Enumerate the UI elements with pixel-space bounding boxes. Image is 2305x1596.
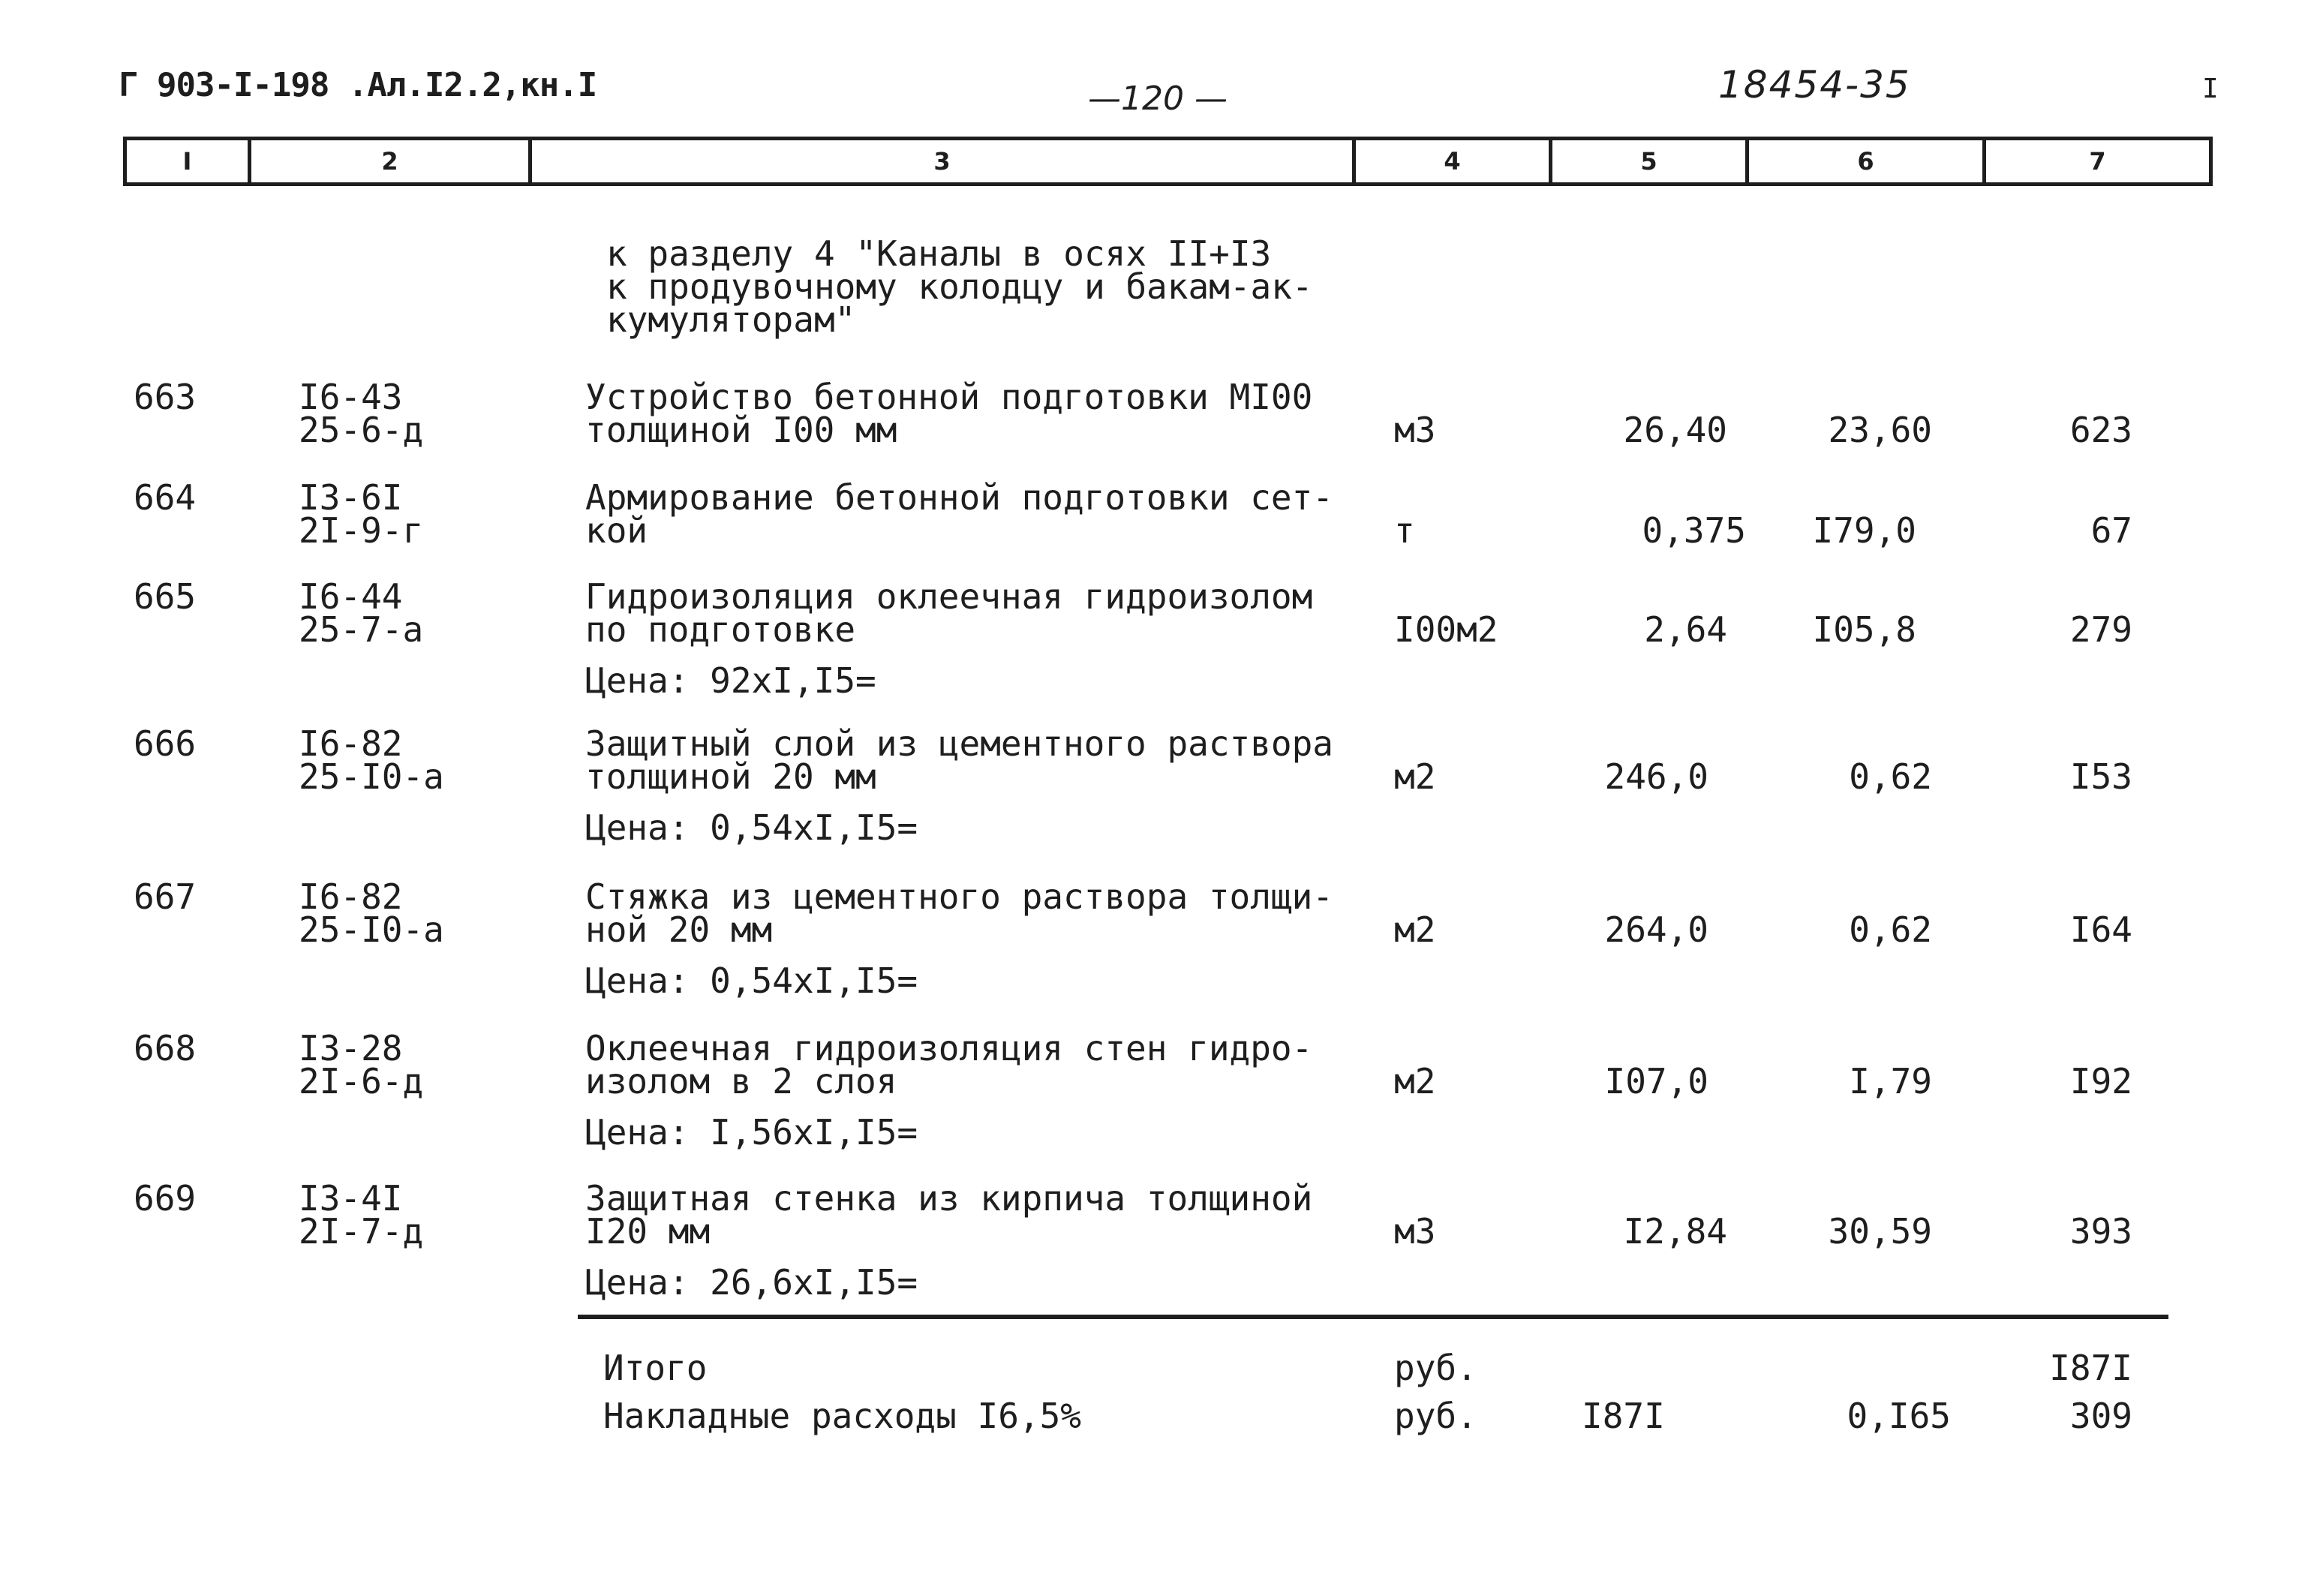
work-description: I20 мм — [585, 1211, 711, 1252]
row-number: 663 — [134, 377, 197, 417]
price-note: Цена: I,56хI,I5= — [585, 1112, 918, 1153]
unit: м2 — [1394, 756, 1436, 797]
rate-code: 25-I0-а — [299, 909, 444, 950]
unit-price: 23,60 — [1828, 410, 1932, 450]
total-cost: 279 — [2069, 609, 2132, 650]
unit-price: I05,8 — [1812, 609, 1916, 650]
column-number-6: 6 — [1748, 139, 1985, 185]
column-number-3: 3 — [530, 139, 1354, 185]
work-description: Оклеечная гидроизоляция стен гидро- — [585, 1028, 1313, 1069]
quantity: 2,64 — [1644, 609, 1727, 650]
quantity: 0,375 — [1642, 510, 1746, 551]
rate-code: I6-82 — [299, 723, 403, 764]
total-cost: 393 — [2069, 1211, 2132, 1252]
rate-code: 2I-7-д — [299, 1211, 424, 1252]
edge-mark: I — [2202, 74, 2219, 104]
totals-total: I87I — [2049, 1348, 2132, 1388]
price-note: Цена: 0,54хI,I5= — [585, 807, 918, 848]
rate-code: I6-82 — [299, 876, 403, 917]
unit: м2 — [1394, 909, 1436, 950]
work-description: толщиной I00 мм — [585, 410, 897, 450]
total-cost: I64 — [2069, 909, 2132, 950]
work-description: Защитный слой из цементного раствора — [585, 723, 1333, 764]
quantity: 26,40 — [1623, 410, 1727, 450]
price-note: Цена: 0,54хI,I5= — [585, 960, 918, 1001]
overhead-label: Накладные расходы I6,5% — [603, 1396, 1081, 1436]
column-number-1: I — [125, 139, 250, 185]
page-number: —120 — — [1088, 80, 1228, 118]
work-description: изолом в 2 слоя — [585, 1061, 897, 1102]
quantity: I2,84 — [1623, 1211, 1727, 1252]
total-cost: 67 — [2090, 510, 2132, 551]
rate-code: 25-6-д — [299, 410, 424, 450]
column-number-7: 7 — [1985, 139, 2211, 185]
work-description: Армирование бетонной подготовки сет- — [585, 477, 1333, 518]
section-title-line-3: кумуляторам" — [606, 299, 856, 340]
document-code: Г 903-I-198 .Ал.I2.2,кн.I — [119, 66, 597, 104]
unit-price: 30,59 — [1828, 1211, 1932, 1252]
totals-divider — [578, 1315, 2168, 1319]
unit: I00м2 — [1394, 609, 1498, 650]
overhead-rate: 0,I65 — [1847, 1396, 1951, 1436]
overhead-total: 309 — [2069, 1396, 2132, 1436]
row-number: 666 — [134, 723, 197, 764]
price-note: Цена: 92хI,I5= — [585, 660, 876, 701]
total-cost: I92 — [2069, 1061, 2132, 1102]
rate-code: 2I-9-г — [299, 510, 424, 551]
total-cost: I53 — [2069, 756, 2132, 797]
work-description: ной 20 мм — [585, 909, 773, 950]
row-number: 664 — [134, 477, 197, 518]
row-number: 668 — [134, 1028, 197, 1069]
work-description: Стяжка из цементного раствора толщи- — [585, 876, 1333, 917]
column-header-row — [123, 137, 2213, 186]
column-number-2: 2 — [250, 139, 530, 185]
rate-code: 2I-6-д — [299, 1061, 424, 1102]
rate-code: I3-28 — [299, 1028, 403, 1069]
work-description: Защитная стенка из кирпича толщиной — [585, 1178, 1313, 1219]
totals-label: Итого — [603, 1348, 708, 1388]
unit-price: I,79 — [1849, 1061, 1932, 1102]
unit: м2 — [1394, 1061, 1436, 1102]
unit: м3 — [1394, 410, 1436, 450]
work-description: кой — [585, 510, 648, 551]
unit-price: 0,62 — [1849, 909, 1932, 950]
rate-code: I6-44 — [299, 576, 403, 617]
unit: м3 — [1394, 1211, 1436, 1252]
sheet-number: 18454-35 — [1718, 63, 1911, 107]
totals-unit: руб. — [1394, 1348, 1477, 1388]
section-title-line-2: к продувочному колодцу и бакам-ак- — [606, 266, 1313, 307]
quantity: 264,0 — [1604, 909, 1708, 950]
unit-price: 0,62 — [1849, 756, 1932, 797]
rate-code: 25-I0-а — [299, 756, 444, 797]
rate-code: I6-43 — [299, 377, 403, 417]
quantity: I07,0 — [1604, 1061, 1708, 1102]
row-number: 665 — [134, 576, 197, 617]
overhead-base: I87I — [1582, 1396, 1665, 1436]
row-number: 669 — [134, 1178, 197, 1219]
rate-code: I3-6I — [299, 477, 403, 518]
section-title-line-1: к разделу 4 "Каналы в осях II+I3 — [606, 233, 1272, 274]
unit-price: I79,0 — [1812, 510, 1916, 551]
row-number: 667 — [134, 876, 197, 917]
column-number-5: 5 — [1551, 139, 1748, 185]
work-description: толщиной 20 мм — [585, 756, 876, 797]
rate-code: I3-4I — [299, 1178, 403, 1219]
total-cost: 623 — [2069, 410, 2132, 450]
column-number-4: 4 — [1354, 139, 1551, 185]
work-description: Устройство бетонной подготовки MI00 — [585, 377, 1313, 417]
quantity: 246,0 — [1604, 756, 1708, 797]
price-note: Цена: 26,6хI,I5= — [585, 1262, 918, 1303]
rate-code: 25-7-а — [299, 609, 424, 650]
unit: т — [1394, 510, 1415, 551]
work-description: по подготовке — [585, 609, 856, 650]
overhead-unit: руб. — [1394, 1396, 1477, 1436]
work-description: Гидроизоляция оклеечная гидроизолом — [585, 576, 1313, 617]
